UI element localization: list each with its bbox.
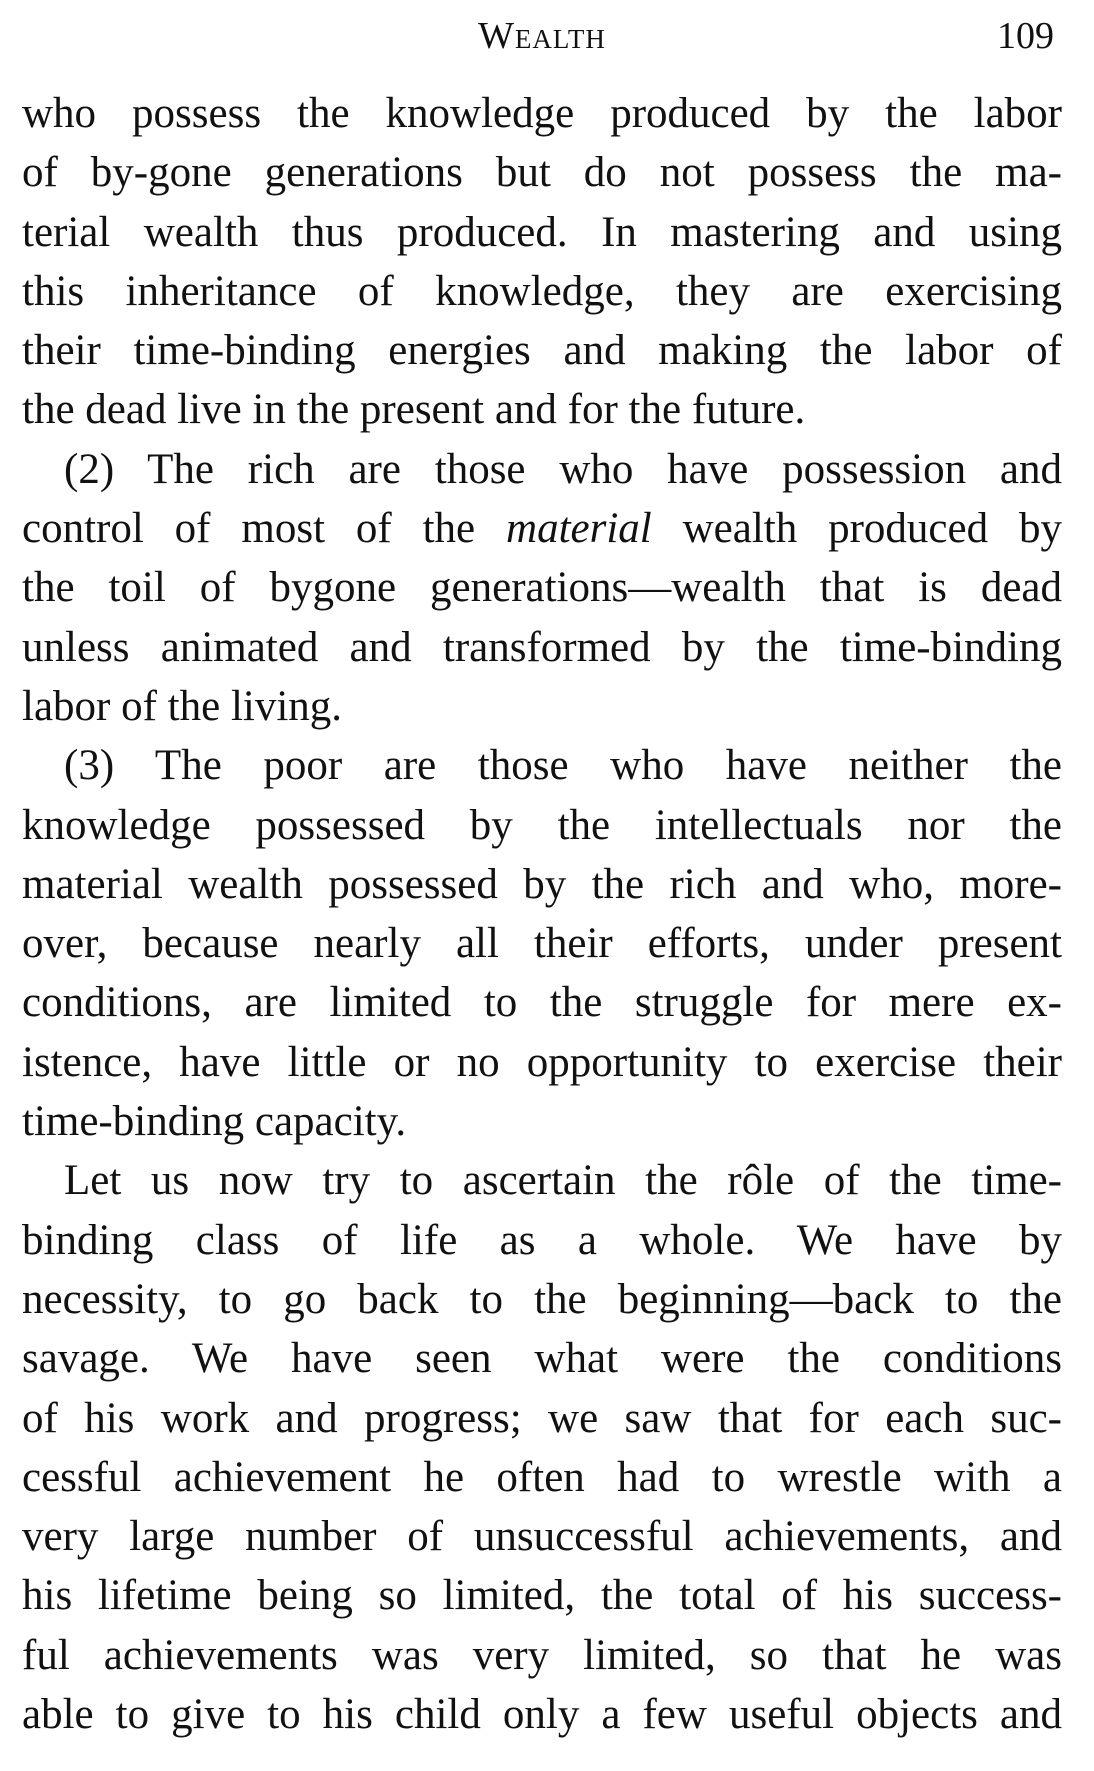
- text-line: necessity, to go back to the beginning—back to the: [22, 1275, 1062, 1323]
- text-line: binding class of life as a whole. We have by: [22, 1216, 1062, 1264]
- text-line: savage. We have seen what were the conditions: [22, 1335, 1062, 1383]
- text-line: his lifetime being so limited, the total of his success-: [22, 1572, 1062, 1620]
- text-line: able to give to his child only a few useful objects and: [22, 1691, 1062, 1739]
- text-line: [22, 499, 1062, 558]
- text-line: labor of the living.: [22, 682, 343, 730]
- text-line: the toil of bygone generations—wealth that is dead: [22, 564, 1062, 612]
- text-line: time-binding capacity.: [22, 1098, 407, 1146]
- text-line: the dead live in the present and for the future.: [22, 386, 806, 434]
- text-line: their time-binding energies and making the labor of: [22, 327, 1062, 375]
- text-line: unless animated and transformed by the time-binding: [22, 623, 1062, 671]
- text-line: over, because nearly all their efforts, under present: [22, 920, 1062, 968]
- text-line: very large number of unsuccessful achievements, and: [22, 1513, 1062, 1561]
- text-line-end: wealth produced by: [651, 505, 1062, 553]
- text-line: of his work and progress; we saw that for each suc-: [22, 1394, 1062, 1442]
- italic-word: material: [506, 505, 652, 553]
- text-line: knowledge possessed by the intellectuals nor the: [22, 801, 1062, 849]
- text-line: (2) The rich are those who have possession and: [64, 445, 1062, 493]
- text-line: this inheritance of knowledge, they are exercising: [22, 267, 1062, 315]
- text-line: istence, have little or no opportunity to exercise their: [22, 1038, 1062, 1086]
- text-line: cessful achievement he often had to wrestle with a: [22, 1453, 1062, 1501]
- text-line: conditions, are limited to the struggle for mere ex-: [22, 979, 1062, 1027]
- text-line: (3) The poor are those who have neither the: [64, 742, 1062, 790]
- text-line: material wealth possessed by the rich and who, more-: [22, 860, 1062, 908]
- running-head-title: Wealth: [478, 15, 606, 57]
- text-line: of by-gone generations but do not possess the ma-: [22, 149, 1062, 197]
- book-page: [22, 0, 1062, 1744]
- page-number: 109: [997, 15, 1054, 57]
- text-line: who possess the knowledge produced by the labor: [22, 90, 1062, 137]
- text-line-start: control of most of the: [22, 505, 507, 553]
- running-head: [22, 0, 1062, 84]
- text-line: terial wealth thus produced. In mastering and using: [22, 208, 1062, 256]
- text-line: ful achievements was very limited, so that he was: [22, 1631, 1062, 1679]
- body-text: [22, 84, 1062, 1744]
- text-line: Let us now try to ascertain the rôle of the time-: [64, 1157, 1062, 1205]
